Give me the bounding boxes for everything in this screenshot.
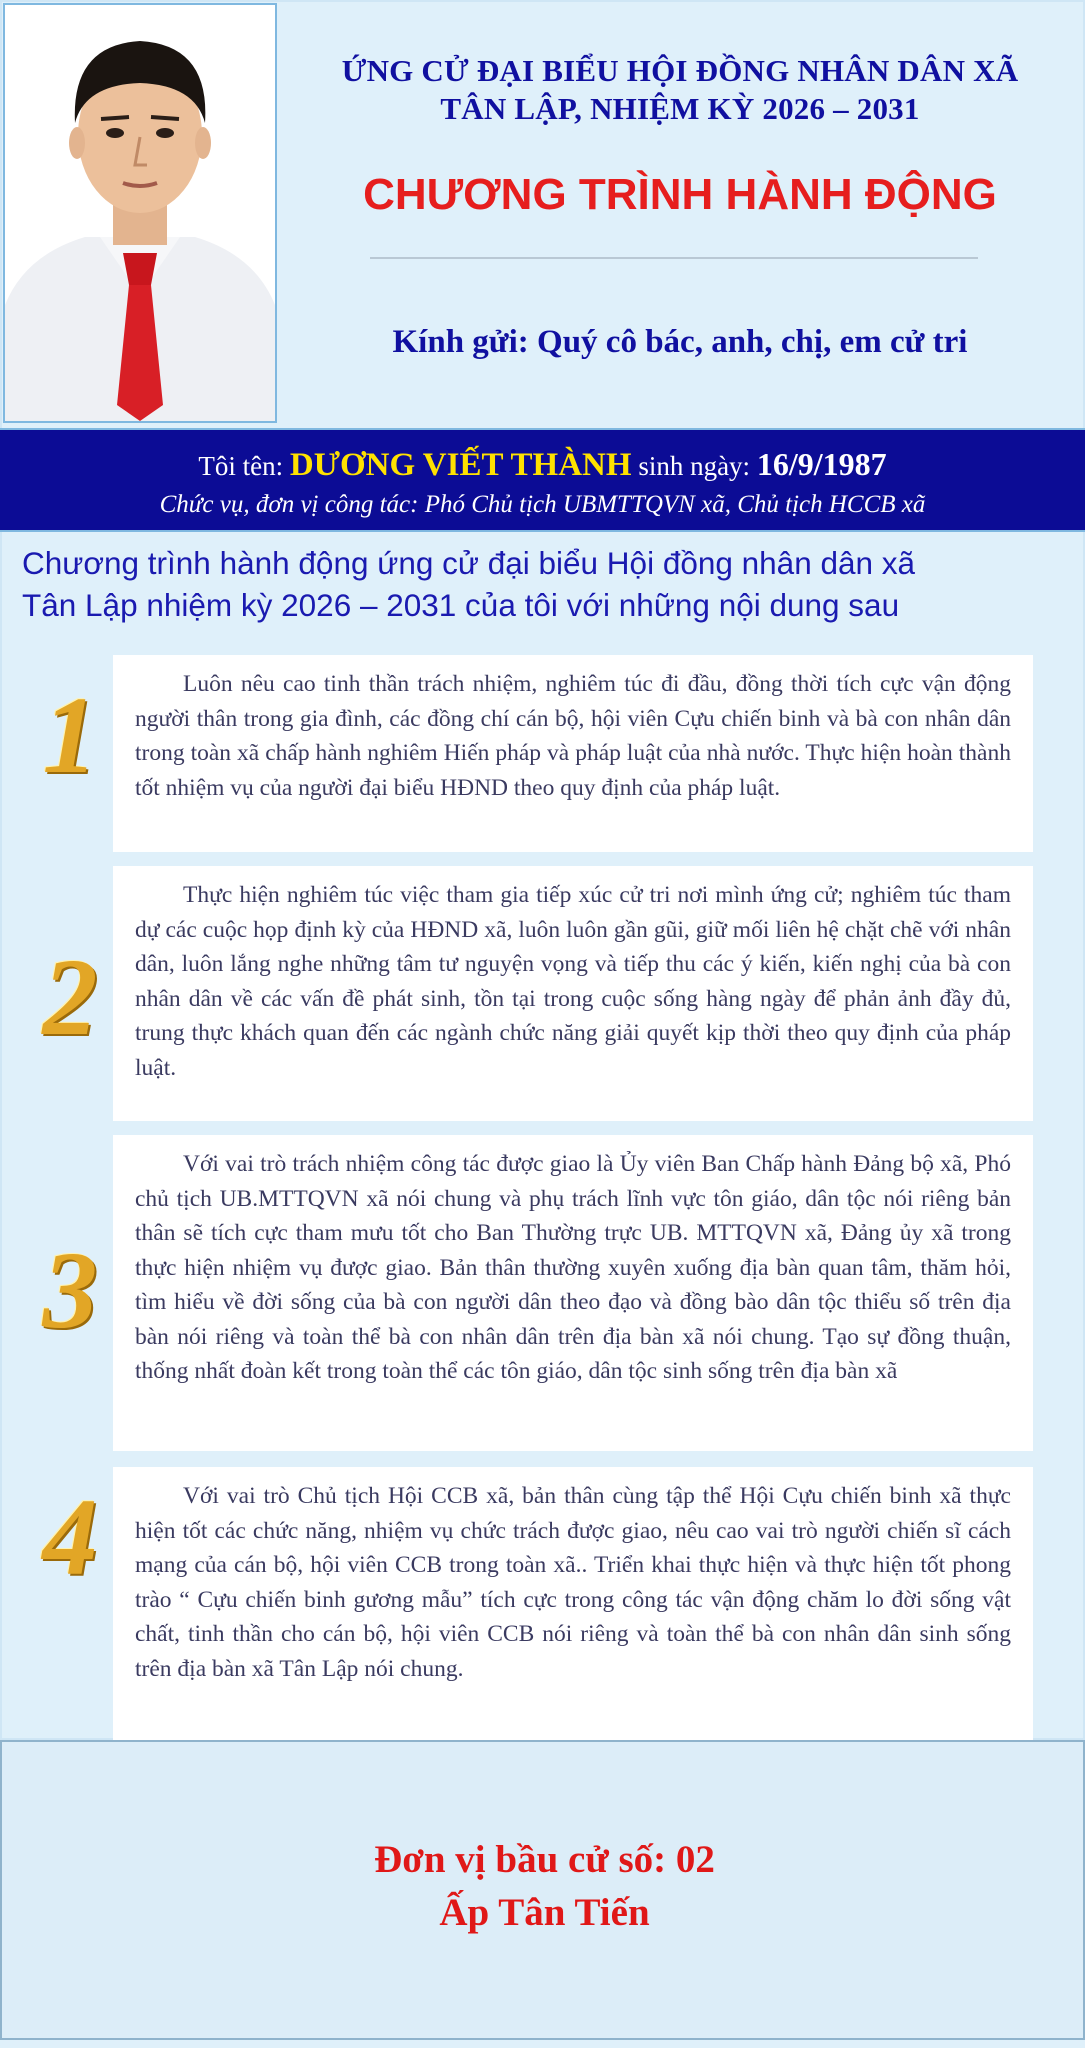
portrait-illustration (5, 5, 275, 421)
greeting: Kính gửi: Quý cô bác, anh, chị, em cử tri (392, 324, 968, 360)
item-number-4: 4 (42, 1476, 98, 1598)
dob-prefix: sinh ngày: (638, 451, 751, 481)
action-item-1: Luôn nêu cao tinh thần trách nhiệm, nghiêm túc đi đầu, đồng thời tích cực vận động người thân trong gia đình, các đồng chí cán bộ, hội viên Cựu chiến binh và bà con nhân dân trong toàn xã chấp hành nghiêm Hiến pháp và pháp luật của nhà nước. Thực hiện hoàn thành tốt nhiệm vụ của người đại biểu HĐND theo quy định của pháp luật. (113, 655, 1033, 852)
candidate-dob: 16/9/1987 (756, 446, 887, 482)
program-title: CHƯƠNG TRÌNH HÀNH ĐỘNG (363, 170, 997, 219)
item-number-2: 2 (42, 936, 98, 1058)
candidate-band (0, 428, 1085, 532)
intro-text (22, 542, 1072, 626)
election-heading (290, 52, 1070, 128)
action-item-4: Với vai trò Chủ tịch Hội CCB xã, bản thân cùng tập thể Hội Cựu chiến binh xã thực hiện tốt các chức năng, nhiệm vụ chức trách được giao, nêu cao vai trò người chiến sĩ cách mạng của cán bộ, hội viên CCB trong toàn xã.. Triển khai thực hiện và thực hiện tốt phong trào “ Cựu chiến binh gương mẫu” tích cực trong công tác vận động chăm lo đời sống vật chất, tinh thần cho cán bộ, hội viên CCB nói riêng và toàn thể bà con nhân dân sinh sống trên địa bàn xã Tân Lập nói chung. (113, 1467, 1033, 1748)
candidate-photo (3, 3, 277, 423)
title-divider (370, 257, 978, 259)
candidate-position: Chức vụ, đơn vị công tác: Phó Chủ tịch UBMTTQVN xã, Chủ tịch HCCB xã (159, 491, 926, 518)
action-item-2: Thực hiện nghiêm túc việc tham gia tiếp xúc cử tri nơi mình ứng cử; nghiêm túc tham dự các cuộc họp định kỳ của HĐND xã, luôn luôn gần gũi, giữ mối liên hệ chặt chẽ với nhân dân, luôn lắng nghe những tâm tư nguyện vọng và tiếp thu các ý kiến, kiến nghị của bà con nhân dân về các vấn đề phát sinh, tồn tại trong cuộc sống hàng ngày để phản ảnh đầy đủ, trung thực khách quan đến các ngành chức năng giải quyết kịp thời theo quy định của pháp luật. (113, 866, 1033, 1121)
candidate-name: DƯƠNG VIẾT THÀNH (289, 447, 632, 483)
item-number-3: 3 (42, 1229, 98, 1351)
item-number-1: 1 (42, 674, 98, 796)
footer-panel (0, 1740, 1085, 2040)
intro-line-1: Chương trình hành động ứng cử đại biểu Hội đồng nhân dân xã (22, 545, 916, 581)
intro-line-2: Tân Lập nhiệm kỳ 2026 – 2031 của tôi với những nội dung sau (22, 587, 900, 623)
heading-line-1: ỨNG CỬ ĐẠI BIỂU HỘI ĐỒNG NHÂN DÂN XÃ (341, 53, 1019, 88)
name-prefix: Tôi tên: (198, 451, 284, 481)
action-item-3: Với vai trò trách nhiệm công tác được giao là Ủy viên Ban Chấp hành Đảng bộ xã, Phó chủ tịch UB.MTTQVN xã nói chung và phụ trách lĩnh vực tôn giáo, dân tộc nói riêng bản thân sẽ tích cực tham mưu tốt cho Ban Thường trực UB. MTTQVN xã, Đảng ủy xã trong thực hiện nhiệm vụ được giao. Bản thân thường xuyên xuống địa bàn quan tâm, thăm hỏi, tìm hiểu về đời sống của bà con người dân theo đạo và đồng bào dân tộc thiểu số trên địa bàn nói riêng và toàn thể bà con nhân dân trên địa bàn xã nói chung. Tạo sự đồng thuận, thống nhất đoàn kết trong toàn thể các tôn giáo, dân tộc sinh sống trên địa bàn xã (113, 1135, 1033, 1451)
candidate-name-line (0, 442, 1085, 488)
heading-line-2: TÂN LẬP, NHIỆM KỲ 2026 – 2031 (440, 91, 920, 126)
electoral-unit: Đơn vị bầu cử số: 02 (374, 1838, 715, 1881)
hamlet-name: Ấp Tân Tiến (439, 1891, 650, 1934)
